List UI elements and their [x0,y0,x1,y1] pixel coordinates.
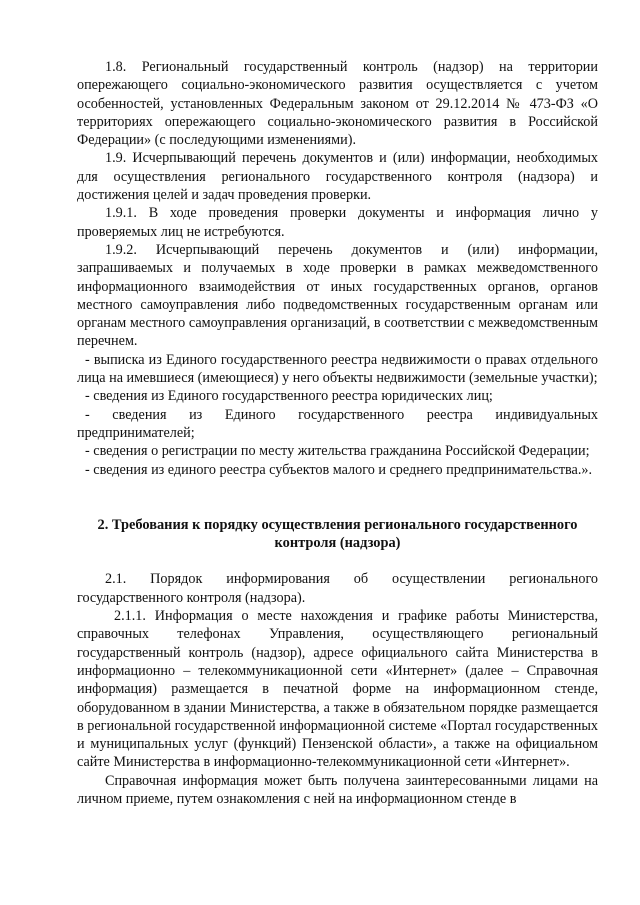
list-item: - сведения из единого реестра субъектов малого и среднего предпринимательства.». [85,461,593,478]
spacer [77,552,598,570]
section-2-heading: 2. Требования к порядку осуществления регионального государственного контроля (надзора) [97,516,578,552]
paragraph-reference-info: Справочная информация может быть получена заинтересованными лицами на личном приеме, путем ознакомления с ней на информационном стенде в [77,772,598,807]
paragraph-2-1: 2.1. Порядок информирования об осуществлении регионального государственного контроля (надзора). [77,571,598,606]
paragraph-1-9-2: 1.9.2. Исчерпывающий перечень документов и (или) информации, запрашиваемых и получаемых в ходе проверки в рамках межведомственного информационного взаимодействия от иных государственных органов, органов местного самоуправления либо подведомственных государственным органам или органам местного самоуправления организаций, в соответствии с межведомственным перечнем. [77,241,598,350]
paragraph-1-8: 1.8. Региональный государственный контроль (надзор) на территории опережающего социально-экономического развития осуществляется с учетом особенностей, установленных Федеральным законом от 29.12.2014 № 473-ФЗ «О территориях опережающего социально-экономического развития в Российской Федерации» (с последующими изменениями). [77,59,598,149]
list-item: - сведения из Единого государственного реестра индивидуальных предпринимателей; [77,406,598,441]
paragraph-1-9: 1.9. Исчерпывающий перечень документов и (или) информации, необходимых для осуществления регионального государственного контроля (надзора) и достижения целей и задач проведения проверки. [77,150,598,204]
list-item: - сведения из Единого государственного реестра юридических лиц; [85,388,493,405]
paragraph-2-1-1: 2.1.1. Информация о месте нахождения и графике работы Министерства, справочных телефонах Управления, осуществляющего региональный государственный контроль (надзор), адресе официального сайта Министерства в информационно – телекоммуникационной сети «Интернет» (далее – Справочная информация) размещается в печатной форме на информационном стенде, оборудованном в здании Министерства, а также в обязательном порядке размещается в региональной государственной информационной системе «Портал государственных и муниципальных услуг (функций) Пензенской области», а также на официальном сайте Министерства в информационно-телекоммуникационной сети «Интернет». [77,608,598,771]
spacer [77,479,598,516]
list-item: - выписка из Единого государственного реестра недвижимости о правах отдельного лица на имевшиеся (имеющиеся) у него объекты недвижимости (земельные участки); [77,351,598,387]
list-item: - сведения о регистрации по месту жительства гражданина Российской Федерации; [85,443,590,460]
paragraph-1-9-1: 1.9.1. В ходе проведения проверки документы и информация лично у проверяемых лиц не истребуются. [77,205,598,240]
